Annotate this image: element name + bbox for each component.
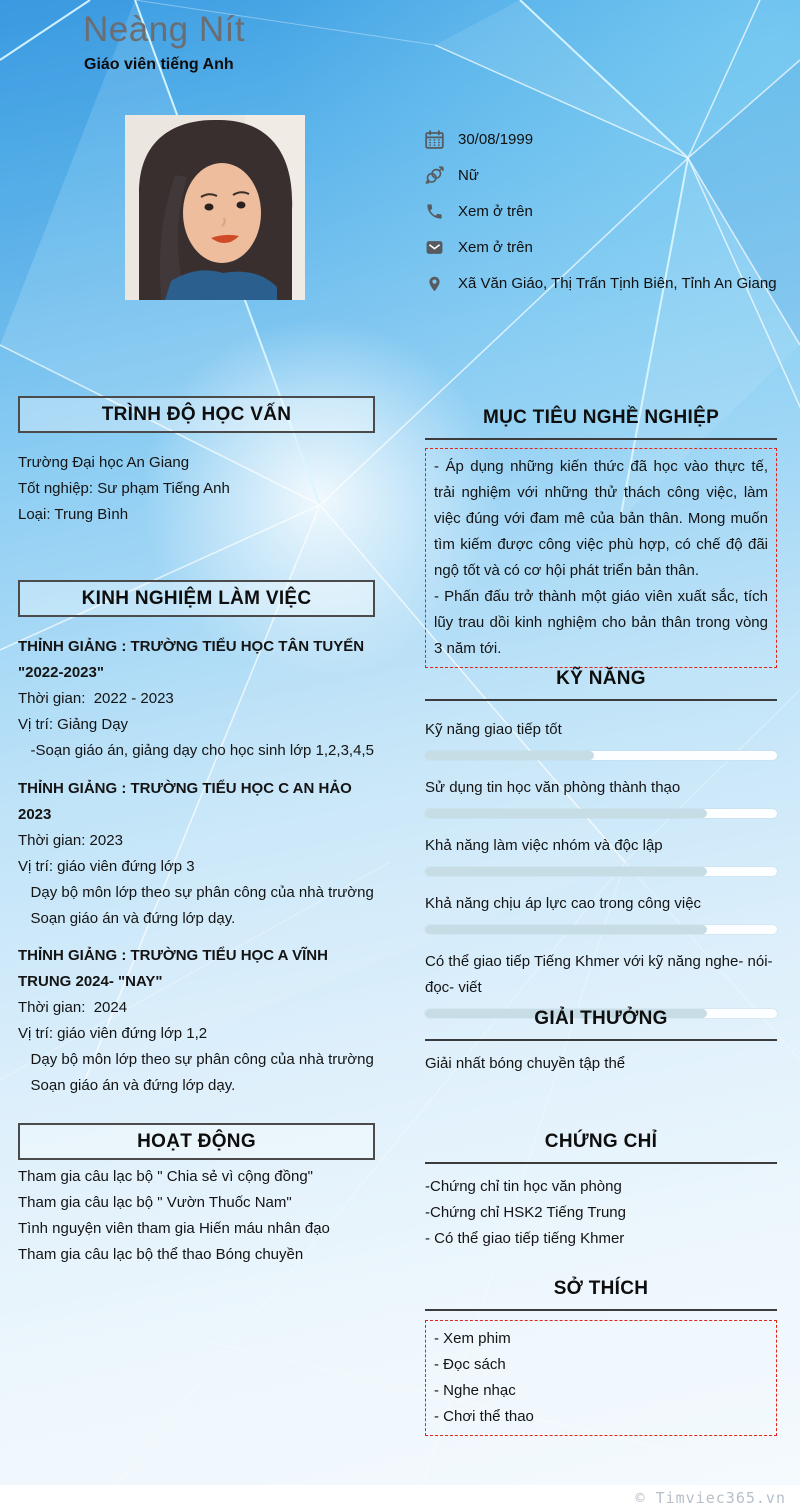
job-title: THỈNH GIẢNG : TRƯỜNG TIỂU HỌC C AN HẢO 2023: [18, 780, 357, 823]
job-duty: Dạy bộ môn lớp theo sự phân công của nhà trường: [18, 1051, 374, 1068]
section-awards: [425, 1008, 777, 1077]
skill-progress-fill: [425, 809, 707, 818]
hobbies-heading: SỞ THÍCH: [425, 1278, 777, 1311]
profile-photo: [125, 115, 305, 300]
experience-job-1: [18, 634, 375, 764]
skill-progress-track: [425, 809, 777, 818]
hobby-item: - Nghe nhạc: [434, 1382, 516, 1399]
hobby-item: - Chơi thể thao: [434, 1408, 534, 1425]
skill-item: [425, 717, 777, 760]
gender-icon: [422, 165, 446, 187]
skill-progress-track: [425, 751, 777, 760]
job-position: Vị trí: giáo viên đứng lớp 1,2: [18, 1025, 208, 1042]
section-hobbies: [425, 1278, 777, 1436]
certificates-heading: CHỨNG CHỈ: [425, 1131, 777, 1164]
job-time: Thời gian: 2024: [18, 999, 128, 1016]
hobbies-editable-box[interactable]: [425, 1320, 777, 1436]
job-time: Thời gian: 2022 - 2023: [18, 690, 174, 707]
skill-item: [425, 833, 777, 876]
section-skills: [425, 668, 777, 1033]
skill-label: Sử dụng tin học văn phòng thành thạo: [425, 779, 681, 796]
contact-row-address: [422, 272, 782, 295]
job-duty: Soạn giáo án và đứng lớp dạy.: [18, 1077, 236, 1094]
contact-email: Xem ở trên: [458, 239, 533, 256]
objective-paragraph: - Áp dụng những kiến thức đã học vào thực tế, trải nghiệm với những thử thách công việc, làm việc đúng với đam mê của bản thân. Mong muốn tìm kiếm được công việc phù hợp, có chế độ đãi ngộ tốt và có cơ hội phát triển bản thân.: [434, 458, 773, 579]
hobby-item: - Xem phim: [434, 1330, 511, 1347]
experience-heading-box: KINH NGHIỆM LÀM VIỆC: [18, 580, 375, 617]
contact-row-email: [422, 236, 782, 259]
skill-progress-track: [425, 925, 777, 934]
email-icon: [422, 237, 446, 259]
section-certificates: [425, 1131, 777, 1252]
certificate-item: -Chứng chỉ HSK2 Tiếng Trung: [425, 1204, 626, 1221]
contact-birthdate: 30/08/1999: [458, 131, 534, 148]
skill-label: Có thể giao tiếp Tiếng Khmer với kỹ năng nghe- nói- đọc- viết: [425, 953, 773, 996]
job-duty: Dạy bộ môn lớp theo sự phân công của nhà trường: [18, 884, 374, 901]
skills-heading: KỸ NĂNG: [425, 668, 777, 701]
job-title: THỈNH GIẢNG : TRƯỜNG TIỂU HỌC TÂN TUYẾN "2022-2023": [18, 638, 369, 681]
job-duty: -Soạn giáo án, giảng dạy cho học sinh lớp 1,2,3,4,5: [18, 742, 374, 759]
skill-label: Kỹ năng giao tiếp tốt: [425, 721, 562, 738]
objective-heading: MỤC TIÊU NGHỀ NGHIỆP: [425, 407, 777, 440]
job-position: Vị trí: giáo viên đứng lớp 3: [18, 858, 195, 875]
skill-item: [425, 775, 777, 818]
certificate-item: - Có thể giao tiếp tiếng Khmer: [425, 1230, 625, 1247]
section-activities-heading: [18, 1123, 375, 1160]
section-experience-heading: [18, 580, 375, 617]
education-school: Trường Đại học An Giang: [18, 454, 190, 471]
section-activities: [18, 1164, 375, 1268]
activity-item: Tình nguyện viên tham gia Hiến máu nhân đạo: [18, 1220, 330, 1237]
skill-progress-track: [425, 867, 777, 876]
contact-address: Xã Văn Giáo, Thị Trấn Tịnh Biên, Tỉnh An Giang: [458, 275, 777, 292]
skill-progress-fill: [425, 751, 594, 760]
location-icon: [422, 273, 446, 295]
job-duty: Soạn giáo án và đứng lớp dạy.: [18, 910, 236, 927]
footer-bar: [0, 1485, 800, 1511]
calendar-icon: [422, 129, 446, 151]
contact-gender: Nữ: [458, 167, 479, 184]
award-item: Giải nhất bóng chuyền tập thể: [425, 1055, 626, 1072]
section-education: [18, 450, 375, 528]
job-title: THỈNH GIẢNG : TRƯỜNG TIỂU HỌC A VĨNH TRUNG 2024- "NAY": [18, 947, 333, 990]
candidate-name: Neàng Nít: [83, 10, 246, 49]
activities-heading-box: HOẠT ĐỘNG: [18, 1123, 375, 1160]
skill-label: Khả năng chịu áp lực cao trong công việc: [425, 895, 702, 912]
activity-item: Tham gia câu lạc bộ " Chia sẻ vì cộng đồng": [18, 1168, 313, 1185]
contact-list: [422, 128, 782, 308]
section-education-heading: [18, 396, 375, 433]
skill-item: [425, 891, 777, 934]
skill-progress-fill: [425, 867, 707, 876]
awards-heading: GIẢI THƯỞNG: [425, 1008, 777, 1041]
activity-item: Tham gia câu lạc bộ " Vườn Thuốc Nam": [18, 1194, 292, 1211]
education-grade: Loại: Trung Bình: [18, 506, 129, 523]
job-time: Thời gian: 2023: [18, 832, 123, 849]
objective-editable-box[interactable]: [425, 448, 777, 668]
contact-phone: Xem ở trên: [458, 203, 533, 220]
certificate-item: -Chứng chỉ tin học văn phòng: [425, 1178, 622, 1195]
contact-row-birthdate: [422, 128, 782, 151]
skill-progress-fill: [425, 925, 707, 934]
education-degree: Tốt nghiệp: Sư phạm Tiếng Anh: [18, 480, 230, 497]
contact-row-gender: [422, 164, 782, 187]
experience-job-3: [18, 943, 375, 1099]
phone-icon: [422, 201, 446, 223]
activity-item: Tham gia câu lạc bộ thể thao Bóng chuyền: [18, 1246, 304, 1263]
copyright-text: © Timviec365.vn: [635, 1489, 786, 1507]
contact-row-phone: [422, 200, 782, 223]
job-position: Vị trí: Giảng Dạy: [18, 716, 129, 733]
education-heading-box: TRÌNH ĐỘ HỌC VẤN: [18, 396, 375, 433]
hobby-item: - Đọc sách: [434, 1356, 506, 1373]
section-objective: [425, 407, 777, 668]
experience-job-2: [18, 776, 375, 932]
objective-paragraph: - Phấn đấu trở thành một giáo viên xuất sắc, tích lũy trau dồi kinh nghiệm cho bản thân trong vòng 3 năm tới.: [434, 588, 773, 657]
skill-label: Khả năng làm việc nhóm và độc lập: [425, 837, 663, 854]
candidate-job-title: Giáo viên tiếng Anh: [84, 56, 234, 73]
